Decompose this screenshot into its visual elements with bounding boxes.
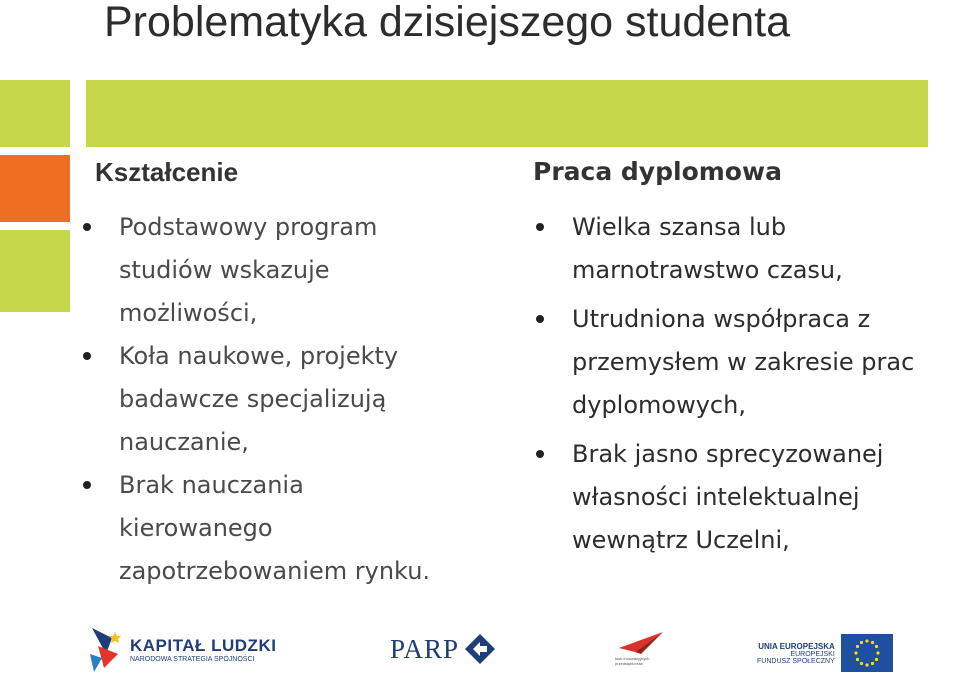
bullet-icon [83,223,91,231]
innovation-club-logo [615,630,667,666]
list-item-line: Podstawowy program [119,213,378,241]
left-column-heading: Kształcenie [95,157,239,187]
bullet-icon [536,450,544,458]
list-item-line: zapotrzebowaniem rynku. [119,557,431,585]
decor-block-green [0,230,70,312]
eu-line-2: EUROPEJSKI [790,650,835,658]
list-item-line: studiów wskazuje [119,256,330,284]
list-item-line: własności intelektualnej [572,483,860,511]
kapital-ludzki-name: KAPITAŁ LUDZKI [130,635,277,655]
list-item-line: marnotrawstwo czasu, [572,256,843,284]
list-item [532,433,960,562]
eu-line-1: UNIA EUROPEJSKA [758,641,835,651]
kapital-ludzki-text [130,636,276,663]
list-item [532,298,960,427]
list-item [532,206,960,292]
right-column-heading: Praca dyplomowa [533,157,782,186]
list-item-line: dyplomowych, [572,391,746,419]
eu-logo [757,634,893,672]
eu-flag-icon [841,634,893,672]
parp-logo [390,632,497,666]
list-item-line: Koła naukowe, projekty [119,342,399,370]
list-item [79,206,489,335]
kapital-ludzki-emblem-icon [88,624,124,674]
right-bullet-list [532,206,960,568]
parp-name: PARP [390,633,460,664]
decor-band-left [0,80,70,147]
bullet-icon [536,315,544,323]
decor-block-orange [0,155,70,222]
list-item-line: nauczanie, [119,428,249,456]
parp-arrows-icon [463,632,497,666]
innovation-club-subtitle: klub innowacyjnych przedsiębiorstw [615,656,650,666]
slide-title: Problematyka dzisiejszego studenta [104,0,790,46]
list-item-line: Brak jasno sprecyzowanej [572,440,884,468]
list-item-line: badawcze specjalizują [119,385,387,413]
list-item-line: Utrudniona współpraca z [572,305,871,333]
bullet-icon [83,352,91,360]
eu-line-3: FUNDUSZ SPOŁECZNY [757,657,835,665]
list-item [79,464,489,593]
paper-plane-icon [615,630,667,656]
bullet-icon [83,481,91,489]
bullet-icon [536,223,544,231]
list-item-line: możliwości, [119,299,258,327]
list-item-line: kierowanego [119,514,273,542]
left-bullet-list [79,206,489,593]
list-item-line: przemysłem w zakresie prac [572,348,915,376]
decor-band-main [86,80,928,147]
list-item-line: Brak nauczania [119,471,304,499]
kapital-ludzki-logo [88,624,276,674]
eu-text [757,642,835,665]
list-item-line: wewnątrz Uczelni, [572,526,790,554]
list-item-line: Wielka szansa lub [572,213,787,241]
list-item [79,335,489,464]
kapital-ludzki-subtitle: NARODOWA STRATEGIA SPÓJNOŚCI [130,655,255,663]
